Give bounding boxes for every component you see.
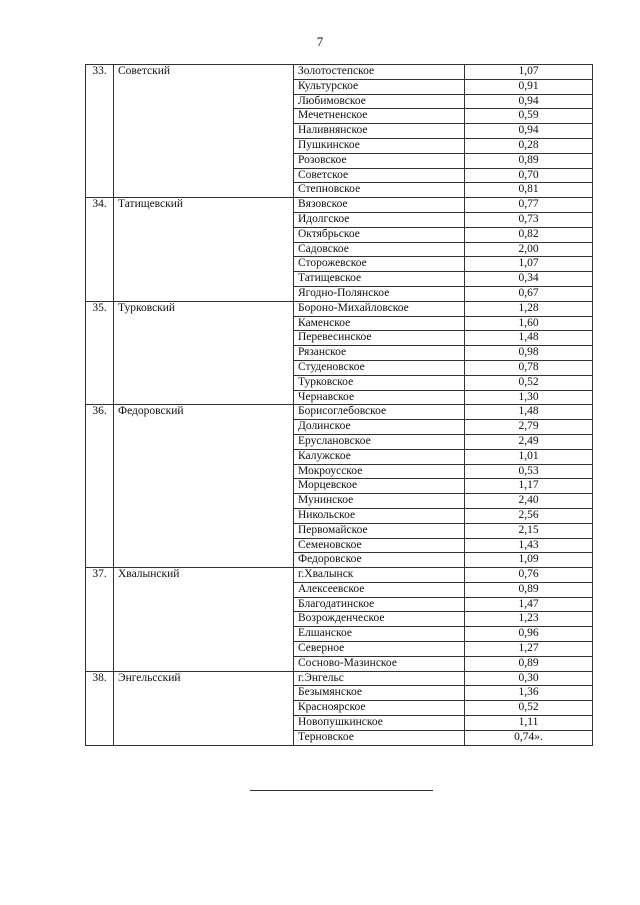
settlement-name: Розовское [294,153,465,168]
settlement-name: Еруслановское [294,434,465,449]
settlement-name: Красноярское [294,701,465,716]
settlement-name: Первомайское [294,523,465,538]
settlement-name: Золотостепское [294,65,465,80]
settlement-name: Наливнянское [294,124,465,139]
settlement-name: Садовское [294,242,465,257]
coefficient-value: 1,17 [465,479,593,494]
settlement-name: Рязанское [294,346,465,361]
coefficient-value: 1,48 [465,405,593,420]
district-number: 34. [86,198,114,302]
settlement-name: Семеновское [294,538,465,553]
coefficient-value: 0,91 [465,79,593,94]
coefficient-value: 0,76 [465,568,593,583]
coefficient-value: 1,43 [465,538,593,553]
settlement-name: Мунинское [294,494,465,509]
coefficient-value: 1,09 [465,553,593,568]
coefficient-value: 0,70 [465,168,593,183]
table-row [86,65,593,80]
coefficient-value: 0,34 [465,272,593,287]
coefficient-value: 2,15 [465,523,593,538]
settlement-name: Октябрьское [294,227,465,242]
coefficient-value: 1,27 [465,642,593,657]
page-number: 7 [316,34,324,49]
settlement-name: Северное [294,642,465,657]
district-name: Татищевский [114,198,294,302]
coefficient-value: 1,60 [465,316,593,331]
coefficient-value: 0,59 [465,109,593,124]
settlement-name: Долинское [294,420,465,435]
coefficient-value: 0,74». [465,730,593,745]
settlement-name: Чернавское [294,390,465,405]
coefficient-value: 0,94 [465,94,593,109]
coefficient-value: 1,48 [465,331,593,346]
coefficient-value: 0,89 [465,582,593,597]
table-row [86,198,593,213]
coefficient-value: 1,01 [465,449,593,464]
coefficient-value: 0,77 [465,198,593,213]
settlement-name: Терновское [294,730,465,745]
settlement-name: Морцевское [294,479,465,494]
coefficient-value: 1,11 [465,716,593,731]
coefficient-value: 0,94 [465,124,593,139]
district-name: Турковский [114,301,294,405]
coefficient-value: 0,52 [465,375,593,390]
coefficient-value: 2,40 [465,494,593,509]
settlement-name: Безымянское [294,686,465,701]
table-row [86,301,593,316]
settlement-name: Мокроусское [294,464,465,479]
settlement-name: Татищевское [294,272,465,287]
coefficient-value: 0,30 [465,671,593,686]
coefficient-value: 0,78 [465,360,593,375]
coefficient-value: 0,89 [465,153,593,168]
settlement-name: Каменское [294,316,465,331]
table-row [86,405,593,420]
coefficient-value: 1,07 [465,65,593,80]
coefficients-table [85,64,593,746]
district-number: 37. [86,568,114,672]
settlement-name: Советское [294,168,465,183]
settlement-name: Благодатинское [294,597,465,612]
settlement-name: Калужское [294,449,465,464]
settlement-name: Турковское [294,375,465,390]
coefficient-value: 0,96 [465,627,593,642]
table-body [86,65,593,746]
settlement-name: Пушкинское [294,138,465,153]
settlement-name: Студеновское [294,360,465,375]
settlement-name: г.Хвалынск [294,568,465,583]
settlement-name: Федоровское [294,553,465,568]
coefficient-value: 0,89 [465,656,593,671]
coefficient-value: 0,67 [465,286,593,301]
closing-separator-line [250,790,433,791]
coefficient-value: 2,79 [465,420,593,435]
coefficient-value: 1,28 [465,301,593,316]
coefficient-value: 2,49 [465,434,593,449]
table-row [86,568,593,583]
district-name: Хвалынский [114,568,294,672]
coefficient-value: 2,56 [465,508,593,523]
settlement-name: Ягодно-Полянское [294,286,465,301]
settlement-name: Бороно-Михайловское [294,301,465,316]
settlement-name: Сторожевское [294,257,465,272]
settlement-name: Мечетненское [294,109,465,124]
coefficient-value: 0,53 [465,464,593,479]
coefficient-value: 0,81 [465,183,593,198]
district-number: 33. [86,65,114,198]
coefficient-value: 0,73 [465,212,593,227]
coefficient-value: 1,07 [465,257,593,272]
settlement-name: Новопушкинское [294,716,465,731]
coefficient-value: 1,36 [465,686,593,701]
settlement-name: Культурское [294,79,465,94]
settlement-name: Любимовское [294,94,465,109]
settlement-name: Вязовское [294,198,465,213]
settlement-name: Возрожденческое [294,612,465,627]
settlement-name: Идолгское [294,212,465,227]
coefficient-value: 0,28 [465,138,593,153]
district-name: Федоровский [114,405,294,568]
coefficient-value: 1,23 [465,612,593,627]
coefficient-value: 0,82 [465,227,593,242]
district-number: 38. [86,671,114,745]
coefficient-value: 1,47 [465,597,593,612]
district-name: Энгельсский [114,671,294,745]
settlement-name: Степновское [294,183,465,198]
district-number: 36. [86,405,114,568]
settlement-name: Борисоглебовское [294,405,465,420]
table-row [86,671,593,686]
settlement-name: Елшанское [294,627,465,642]
district-name: Советский [114,65,294,198]
settlement-name: г.Энгельс [294,671,465,686]
coefficient-value: 0,52 [465,701,593,716]
settlement-name: Сосново-Мазинское [294,656,465,671]
district-number: 35. [86,301,114,405]
coefficient-value: 1,30 [465,390,593,405]
settlement-name: Перевесинское [294,331,465,346]
coefficient-value: 0,98 [465,346,593,361]
coefficient-value: 2,00 [465,242,593,257]
settlement-name: Алексеевское [294,582,465,597]
settlement-name: Никольское [294,508,465,523]
